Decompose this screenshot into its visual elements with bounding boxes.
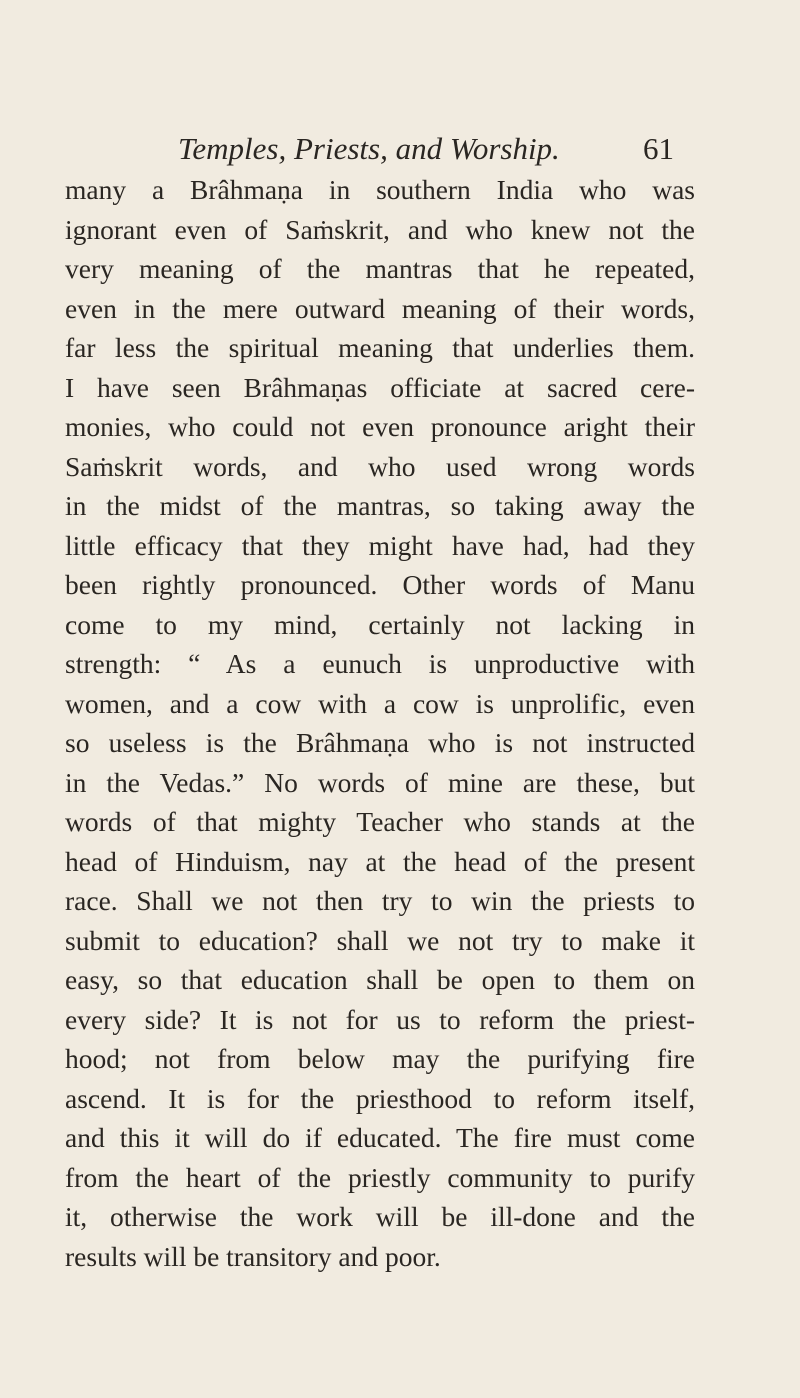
text-line: very meaning of the mantras that he repeated, [65,253,695,284]
text-line: many a Brâhmaṇa in southern India who was [65,174,695,205]
body-paragraph [65,170,695,1276]
text-line: come to my mind, certainly not lacking in [65,608,695,640]
text-line: strength: “ As a eunuch is unproductive with [65,648,695,679]
text-line: women, and a cow with a cow is unprolific, even [65,687,695,719]
text-line: in the midst of the mantras, so taking away the [65,490,695,521]
text-line: and this it will do if educated. The fire must come [65,1122,695,1153]
text-line: monies, who could not even pronounce aright their [65,411,695,442]
text-line: ignorant even of Saṁskrit, and who knew not the [65,213,695,245]
text-line: so useless is the Brâhmaṇa who is not instructed [65,727,695,758]
text-line: far less the spiritual meaning that underlies them. [65,332,695,363]
text-line: submit to education? shall we not try to make it [65,924,695,956]
text-line: little efficacy that they might have had, had they [65,529,695,561]
text-line: in the Vedas.” No words of mine are these, but [65,766,695,798]
text-line: race. Shall we not then try to win the priests to [65,885,695,916]
text-line: even in the mere outward meaning of their words, [65,292,695,324]
text-line: Saṁskrit words, and who used wrong words [65,450,695,482]
running-head-title: Temples, Priests, and Worship. [178,131,560,166]
text-line: head of Hinduism, nay at the head of the present [65,845,695,877]
text-line: I have seen Brâhmaṇas officiate at sacred cere- [65,371,695,403]
text-line: ascend. It is for the priesthood to reform itself, [65,1082,695,1114]
text-line: been rightly pronounced. Other words of Manu [65,569,695,600]
text-line: words of that mighty Teacher who stands at the [65,806,695,837]
text-line: from the heart of the priestly community to purify [65,1161,695,1193]
page-number: 61 [643,131,674,166]
text-line: results will be transitory and poor. [65,1240,441,1272]
text-line: hood; not from below may the purifying fire [65,1043,695,1074]
text-line: it, otherwise the work will be ill-done and the [65,1201,695,1232]
text-line: easy, so that education shall be open to them on [65,964,695,995]
text-line: every side? It is not for us to reform the priest- [65,1003,695,1035]
